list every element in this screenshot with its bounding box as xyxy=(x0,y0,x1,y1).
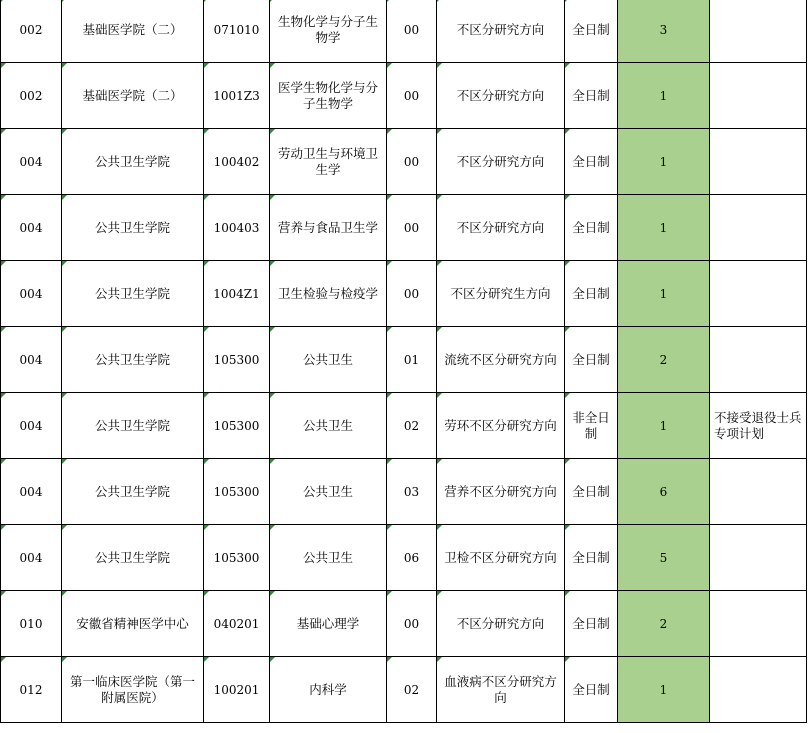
direction-code-cell[interactable]: 01 xyxy=(387,327,437,393)
unit-code-cell[interactable]: 002 xyxy=(1,63,62,129)
quota-cell[interactable]: 1 xyxy=(618,393,710,459)
school-name-cell[interactable]: 公共卫生学院 xyxy=(62,129,204,195)
major-code-cell[interactable]: 105300 xyxy=(204,393,270,459)
research-direction-cell[interactable]: 流统不区分研究方向 xyxy=(437,327,565,393)
note-cell[interactable] xyxy=(710,327,807,393)
major-name-cell[interactable]: 生物化学与分子生物学 xyxy=(270,0,387,63)
note-cell[interactable] xyxy=(710,63,807,129)
table-row xyxy=(1,327,807,393)
direction-code-cell[interactable]: 00 xyxy=(387,0,437,63)
direction-code-cell[interactable]: 00 xyxy=(387,195,437,261)
study-mode-cell[interactable]: 全日制 xyxy=(565,657,618,723)
major-name-cell[interactable]: 公共卫生 xyxy=(270,459,387,525)
research-direction-cell[interactable]: 卫检不区分研究方向 xyxy=(437,525,565,591)
quota-cell[interactable]: 1 xyxy=(618,63,710,129)
unit-code-cell[interactable]: 010 xyxy=(1,591,62,657)
quota-cell[interactable]: 5 xyxy=(618,525,710,591)
major-name-cell[interactable]: 公共卫生 xyxy=(270,393,387,459)
unit-code-cell[interactable]: 004 xyxy=(1,195,62,261)
research-direction-cell[interactable]: 血液病不区分研究方向 xyxy=(437,657,565,723)
study-mode-cell[interactable]: 全日制 xyxy=(565,327,618,393)
note-cell[interactable] xyxy=(710,591,807,657)
unit-code-cell[interactable]: 004 xyxy=(1,459,62,525)
school-name-cell[interactable]: 基础医学院（二） xyxy=(62,63,204,129)
quota-cell[interactable]: 1 xyxy=(618,195,710,261)
major-code-cell[interactable]: 105300 xyxy=(204,525,270,591)
note-cell[interactable] xyxy=(710,657,807,723)
major-code-cell[interactable]: 100403 xyxy=(204,195,270,261)
table-row xyxy=(1,63,807,129)
note-cell[interactable] xyxy=(710,261,807,327)
major-code-cell[interactable]: 040201 xyxy=(204,591,270,657)
school-name-cell[interactable]: 公共卫生学院 xyxy=(62,393,204,459)
unit-code-cell[interactable]: 002 xyxy=(1,0,62,63)
major-code-cell[interactable]: 105300 xyxy=(204,327,270,393)
study-mode-cell[interactable]: 全日制 xyxy=(565,195,618,261)
direction-code-cell[interactable]: 02 xyxy=(387,657,437,723)
table-row xyxy=(1,459,807,525)
major-name-cell[interactable]: 内科学 xyxy=(270,657,387,723)
unit-code-cell[interactable]: 004 xyxy=(1,327,62,393)
research-direction-cell[interactable]: 劳环不区分研究方向 xyxy=(437,393,565,459)
major-code-cell[interactable]: 100201 xyxy=(204,657,270,723)
major-code-cell[interactable]: 1001Z3 xyxy=(204,63,270,129)
major-code-cell[interactable]: 100402 xyxy=(204,129,270,195)
table-row xyxy=(1,261,807,327)
study-mode-cell[interactable]: 非全日制 xyxy=(565,393,618,459)
quota-cell[interactable]: 2 xyxy=(618,591,710,657)
school-name-cell[interactable]: 安徽省精神医学中心 xyxy=(62,591,204,657)
direction-code-cell[interactable]: 06 xyxy=(387,525,437,591)
major-name-cell[interactable]: 公共卫生 xyxy=(270,525,387,591)
school-name-cell[interactable]: 公共卫生学院 xyxy=(62,525,204,591)
study-mode-cell[interactable]: 全日制 xyxy=(565,0,618,63)
major-name-cell[interactable]: 基础心理学 xyxy=(270,591,387,657)
study-mode-cell[interactable]: 全日制 xyxy=(565,63,618,129)
unit-code-cell[interactable]: 004 xyxy=(1,393,62,459)
school-name-cell[interactable]: 公共卫生学院 xyxy=(62,195,204,261)
quota-cell[interactable]: 6 xyxy=(618,459,710,525)
major-name-cell[interactable]: 医学生物化学与分子生物学 xyxy=(270,63,387,129)
research-direction-cell[interactable]: 不区分研究方向 xyxy=(437,63,565,129)
major-name-cell[interactable]: 劳动卫生与环境卫生学 xyxy=(270,129,387,195)
school-name-cell[interactable]: 公共卫生学院 xyxy=(62,327,204,393)
study-mode-cell[interactable]: 全日制 xyxy=(565,525,618,591)
unit-code-cell[interactable]: 004 xyxy=(1,525,62,591)
table-row xyxy=(1,195,807,261)
research-direction-cell[interactable]: 不区分研究生方向 xyxy=(437,261,565,327)
study-mode-cell[interactable]: 全日制 xyxy=(565,261,618,327)
note-cell[interactable]: 不接受退役士兵专项计划 xyxy=(710,393,807,459)
note-cell[interactable] xyxy=(710,129,807,195)
quota-cell[interactable]: 3 xyxy=(618,0,710,63)
note-cell[interactable] xyxy=(710,0,807,63)
research-direction-cell[interactable]: 不区分研究方向 xyxy=(437,195,565,261)
quota-cell[interactable]: 2 xyxy=(618,327,710,393)
direction-code-cell[interactable]: 00 xyxy=(387,63,437,129)
major-code-cell[interactable]: 071010 xyxy=(204,0,270,63)
table-row xyxy=(1,525,807,591)
table-row xyxy=(1,657,807,723)
study-mode-cell[interactable]: 全日制 xyxy=(565,591,618,657)
school-name-cell[interactable]: 公共卫生学院 xyxy=(62,459,204,525)
major-name-cell[interactable]: 公共卫生 xyxy=(270,327,387,393)
direction-code-cell[interactable]: 03 xyxy=(387,459,437,525)
school-name-cell[interactable]: 第一临床医学院（第一附属医院） xyxy=(62,657,204,723)
direction-code-cell[interactable]: 02 xyxy=(387,393,437,459)
direction-code-cell[interactable]: 00 xyxy=(387,591,437,657)
note-cell[interactable] xyxy=(710,525,807,591)
study-mode-cell[interactable]: 全日制 xyxy=(565,459,618,525)
quota-cell[interactable]: 1 xyxy=(618,261,710,327)
major-code-cell[interactable]: 105300 xyxy=(204,459,270,525)
quota-cell[interactable]: 1 xyxy=(618,657,710,723)
table-row xyxy=(1,393,807,459)
direction-code-cell[interactable]: 00 xyxy=(387,129,437,195)
major-code-cell[interactable]: 1004Z1 xyxy=(204,261,270,327)
unit-code-cell[interactable]: 012 xyxy=(1,657,62,723)
research-direction-cell[interactable]: 不区分研究方向 xyxy=(437,591,565,657)
unit-code-cell[interactable]: 004 xyxy=(1,129,62,195)
table-row xyxy=(1,0,807,63)
unit-code-cell[interactable]: 004 xyxy=(1,261,62,327)
direction-code-cell[interactable]: 00 xyxy=(387,261,437,327)
table-row xyxy=(1,591,807,657)
school-name-cell[interactable]: 公共卫生学院 xyxy=(62,261,204,327)
research-direction-cell[interactable]: 营养不区分研究方向 xyxy=(437,459,565,525)
research-direction-cell[interactable]: 不区分研究方向 xyxy=(437,0,565,63)
school-name-cell[interactable]: 基础医学院（二） xyxy=(62,0,204,63)
major-name-cell[interactable]: 营养与食品卫生学 xyxy=(270,195,387,261)
note-cell[interactable] xyxy=(710,195,807,261)
research-direction-cell[interactable]: 不区分研究方向 xyxy=(437,129,565,195)
note-cell[interactable] xyxy=(710,459,807,525)
table-row xyxy=(1,129,807,195)
study-mode-cell[interactable]: 全日制 xyxy=(565,129,618,195)
major-name-cell[interactable]: 卫生检验与检疫学 xyxy=(270,261,387,327)
quota-cell[interactable]: 1 xyxy=(618,129,710,195)
